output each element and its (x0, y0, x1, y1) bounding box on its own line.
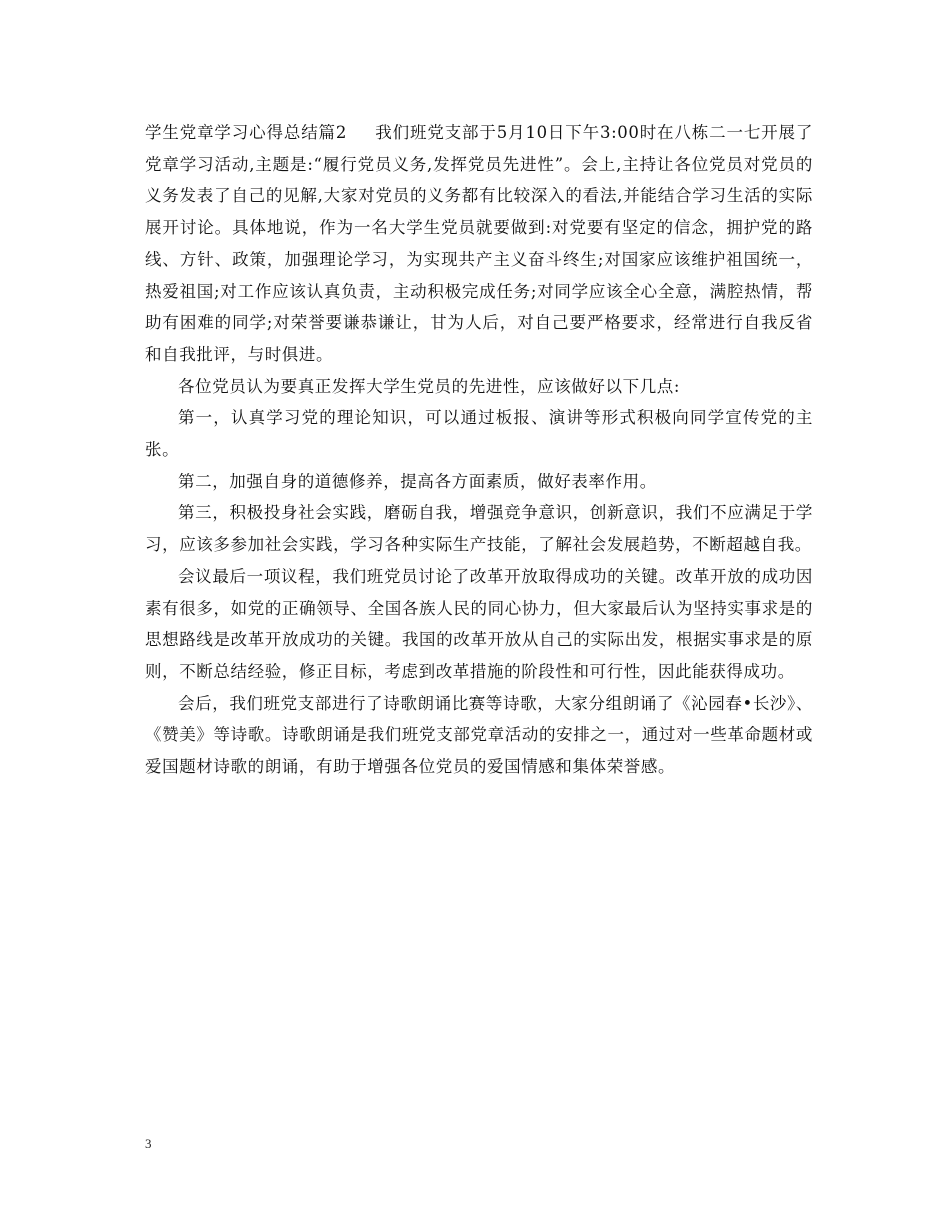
paragraph-4: 第二，加强自身的道德修养，提高各方面素质，做好表率作用。 (178, 471, 657, 491)
paragraph-1-text: 我们班党支部于5月10日下午3:00时在八栋二一七开展了党章学习活动,主题是:“履行党员义务,发挥党员先进性”。会上,主持让各位党员对党员的义务发表了自己的见解,大家对党员的义务都有比较深入的看法,并能结合学习生活的实际展开讨论。具体地说，作为一名大学生党员就要做到:对党要有坚定的信念，拥护党的路线、方针、政策，加强理论学习，为实现共产主义奋斗终生;对国家应该维护祖国统一，热爱祖国;对工作应该认真负责，主动积极完成任务;对同学应该全心全意，满腔热情，帮助有困难的同学;对荣誉要谦恭谦让，甘为人后，对自己要严格要求，经常进行自我反省和自我批评，与时俱进。 (145, 123, 813, 364)
paragraph-5: 第三，积极投身社会实践，磨砺自我，增强竞争意识，创新意识，我们不应满足于学习，应该多参加社会实践，学习各种实际生产技能，了解社会发展趋势，不断超越自我。 (145, 503, 813, 555)
paragraph-1 (145, 117, 813, 371)
paragraph-3: 第一，认真学习党的理论知识，可以通过板报、演讲等形式积极向同学宣传党的主张。 (145, 408, 813, 460)
document-title: 学生党章学习心得总结篇2 (145, 123, 348, 142)
paragraph-2: 各位党员认为要真正发挥大学生党员的先进性，应该做好以下几点: (178, 376, 681, 396)
page-number: 3 (145, 1136, 152, 1151)
document-body (145, 117, 813, 783)
paragraph-6: 会议最后一项议程，我们班党员讨论了改革开放取得成功的关键。改革开放的成功因素有很多，如党的正确领导、全国各族人民的同心协力，但大家最后认为坚持实事求是的思想路线是改革开放成功的关键。我国的改革开放从自己的实际出发，根据实事求是的原则，不断总结经验，修正目标，考虑到改革措施的阶段性和可行性，因此能获得成功。 (145, 566, 813, 681)
paragraph-7: 会后，我们班党支部进行了诗歌朗诵比赛等诗歌，大家分组朗诵了《沁园春•长沙》、《赞美》等诗歌。诗歌朗诵是我们班党支部党章活动的安排之一，通过对一些革命题材或爱国题材诗歌的朗诵，有助于增强各位党员的爱国情感和集体荣誉感。 (145, 693, 813, 777)
